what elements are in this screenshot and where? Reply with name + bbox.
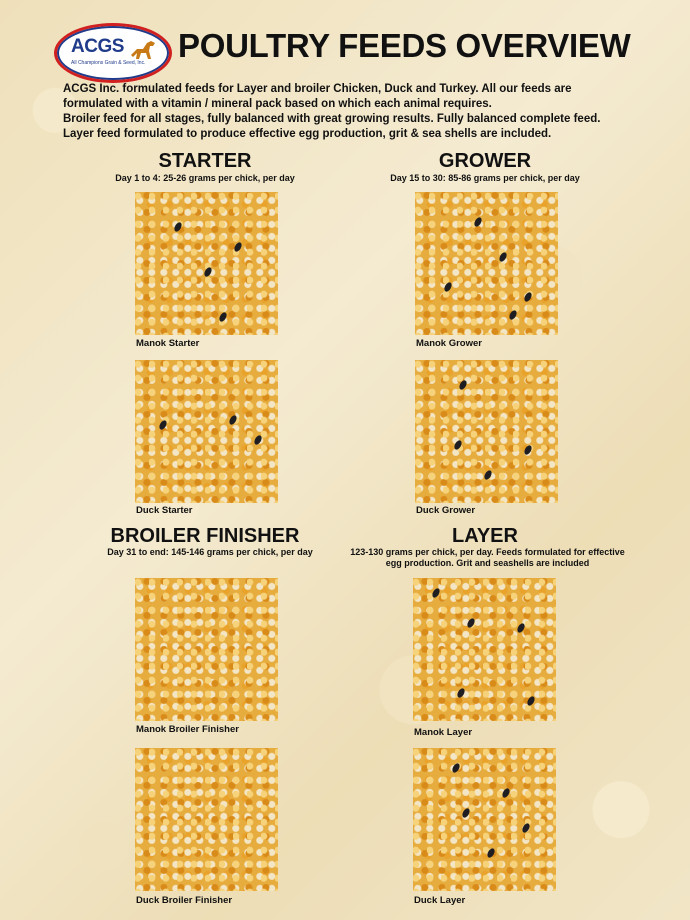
manok-starter-caption: Manok Starter	[136, 338, 200, 349]
grower-subtitle: Day 15 to 30: 85-86 grams per chick, per day	[390, 173, 580, 183]
layer-subtitle-line-1: 123-130 grams per chick, per day. Feeds formulated for effective	[350, 547, 625, 557]
acgs-logo	[54, 23, 172, 83]
intro-paragraph-2: Broiler feed for all stages, fully balanced with great growing results. Fully balanced complete feed. Layer feed formulated to produce effective egg production, grit & sea shells are included.	[63, 113, 601, 140]
starter-subtitle: Day 1 to 4: 25-26 grams per chick, per day	[115, 173, 295, 183]
duck-layer-caption: Duck Layer	[414, 895, 466, 906]
layer-subtitle	[340, 547, 635, 569]
manok-starter-photo	[135, 192, 278, 335]
duck-starter-photo	[135, 360, 278, 503]
duck-grower-photo	[415, 360, 558, 503]
duck-starter-caption: Duck Starter	[136, 505, 193, 516]
duck-broiler-finisher-caption: Duck Broiler Finisher	[136, 895, 233, 906]
layer-subtitle-line-2: egg production. Grit and seashells are included	[385, 558, 590, 568]
manok-layer-caption: Manok Layer	[414, 727, 473, 738]
logo-text: ACGS	[71, 36, 124, 57]
layer-title: LAYER	[452, 525, 518, 547]
broiler-finisher-subtitle: Day 31 to end: 145-146 grams per chick, per day	[107, 547, 313, 557]
duck-layer-photo	[413, 748, 556, 891]
manok-broiler-finisher-caption: Manok Broiler Finisher	[136, 724, 239, 735]
broiler-finisher-title: BROILER FINISHER	[110, 525, 300, 547]
manok-broiler-finisher-photo	[135, 578, 278, 721]
intro-text	[63, 82, 623, 142]
manok-layer-photo	[413, 578, 556, 721]
duck-grower-caption: Duck Grower	[416, 505, 476, 516]
intro-paragraph-1: ACGS Inc. formulated feeds for Layer and broiler Chicken, Duck and Turkey. All our feeds are formulated with a vitamin / mineral pack based on which each animal requires.	[63, 83, 572, 110]
duck-broiler-finisher-photo	[135, 748, 278, 891]
logo-tagline: All Champions Grain & Seed, Inc.	[71, 60, 146, 66]
grower-title: GROWER	[438, 150, 532, 172]
manok-grower-photo	[415, 192, 558, 335]
manok-grower-caption: Manok Grower	[416, 338, 482, 349]
starter-title: STARTER	[158, 150, 252, 172]
horse-icon	[129, 37, 159, 61]
page-title: POULTRY FEEDS OVERVIEW	[178, 27, 631, 64]
